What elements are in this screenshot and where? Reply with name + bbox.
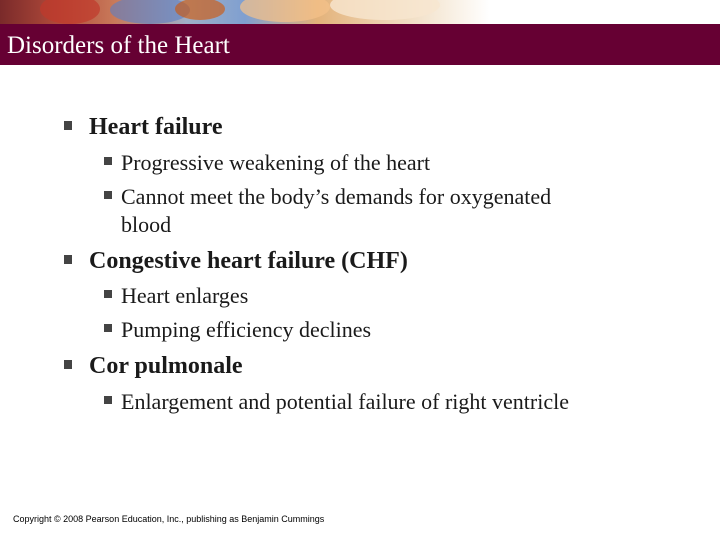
bullet-square-icon xyxy=(64,255,72,264)
copyright-footer: Copyright © 2008 Pearson Education, Inc., publishing as Benjamin Cummings xyxy=(13,514,325,524)
bullet-square-icon xyxy=(64,360,72,369)
subbullet-text-continued: blood xyxy=(121,212,172,237)
bullet-cor-pulmonale: Cor pulmonale xyxy=(89,353,243,379)
subbullet-text: Enlargement and potential failure of right ventricle xyxy=(121,389,569,414)
slide-title: Disorders of the Heart xyxy=(7,32,230,59)
subbullet-text: Progressive weakening of the heart xyxy=(121,150,431,175)
subbullet-text: Heart enlarges xyxy=(121,283,249,308)
header-decoration-image xyxy=(0,0,720,24)
bullet-chf: Congestive heart failure (CHF) xyxy=(89,248,408,274)
bullet-square-icon xyxy=(104,191,112,199)
subbullet-text: Pumping efficiency declines xyxy=(121,317,372,342)
subbullet-text: Cannot meet the body’s demands for oxygenated xyxy=(121,184,552,209)
bullet-square-icon xyxy=(104,290,112,298)
bullet-square-icon xyxy=(64,121,72,130)
bullet-square-icon xyxy=(104,324,112,332)
bullet-square-icon xyxy=(104,396,112,404)
bullet-heart-failure: Heart failure xyxy=(89,114,223,140)
bullet-square-icon xyxy=(104,157,112,165)
